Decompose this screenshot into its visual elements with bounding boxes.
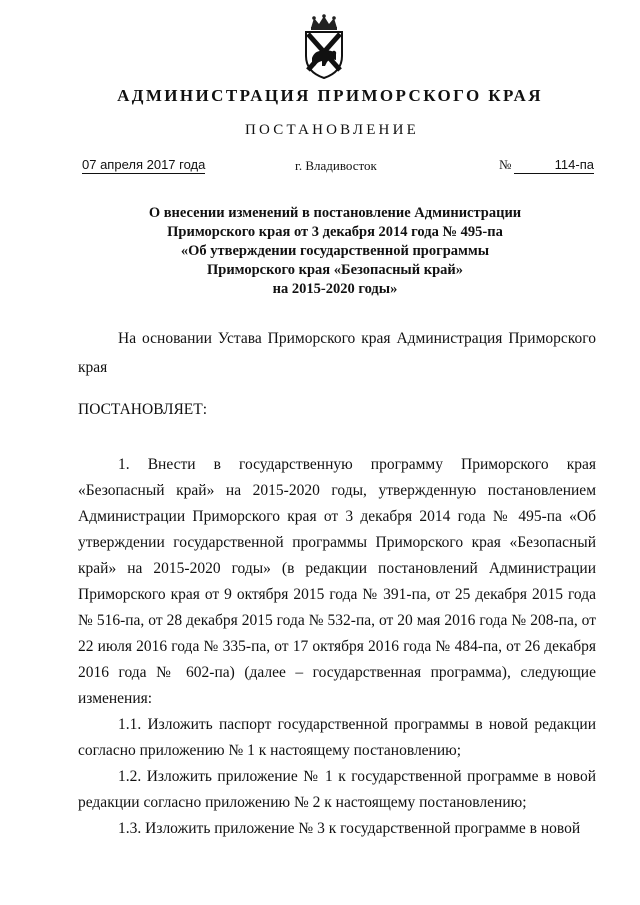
decree-heading: ПОСТАНОВЛЯЕТ: (78, 401, 208, 418)
organization-title: АДМИНИСТРАЦИЯ ПРИМОРСКОГО КРАЯ (117, 86, 543, 105)
document-number: 114-па (514, 157, 594, 174)
document-subject (100, 204, 570, 299)
subject-line: О внесении изменений в постановление Администрации (148, 205, 522, 221)
document-date: 07 апреля 2017 года (82, 157, 206, 172)
item-1-2-paragraph: 1.2. Изложить приложение № 1 к государственной программе в новой редакции согласно приложению № 2 к настоящему постановлению; (78, 768, 596, 811)
coat-of-arms-icon (303, 14, 345, 80)
subject-line: Приморского края «Безопасный край» (206, 262, 463, 278)
decree-block (78, 397, 596, 423)
preamble-block (78, 324, 596, 382)
item-1-1-paragraph: 1.1. Изложить паспорт государственной программы в новой редакции согласно приложению № 1 к настоящему постановлению; (78, 716, 596, 759)
subject-line: «Об утверждении государственной программы (180, 243, 490, 259)
subject-line: Приморского края от 3 декабря 2014 года № 495-па (167, 224, 503, 240)
document-city: г. Владивосток (295, 158, 377, 173)
item-1-3-paragraph: 1.3. Изложить приложение № 3 к государственной программе в новой (118, 820, 581, 837)
items-block (78, 452, 596, 842)
number-sign: № (499, 157, 512, 172)
preamble-paragraph: На основании Устава Приморского края Администрация Приморского края (78, 330, 596, 376)
subject-line: на 2015-2020 годы» (272, 281, 398, 297)
item-1-paragraph: 1. Внести в государственную программу Приморского края «Безопасный край» на 2015-2020 годы, утвержденную постановлением Администрации Приморского края от 3 декабря 2014 года № 495-па «Об утверждении государственной программы Приморского края «Безопасный край» на 2015-2020 годы» (в редакции постановлений Администрации Приморского края от 9 октября 2015 года № 391-па, от 25 декабря 2015 года № 516-па, от 28 декабря 2015 года № 532-па, от 20 мая 2016 года № 208-па, от 22 июля 2016 года № 335-па, от 17 октября 2016 года № 484-па, от 26 декабря 2016 года № 602-па) (далее – государственная программа), следующие изменения: (78, 456, 596, 707)
document-type: ПОСТАНОВЛЕНИЕ (245, 122, 419, 138)
